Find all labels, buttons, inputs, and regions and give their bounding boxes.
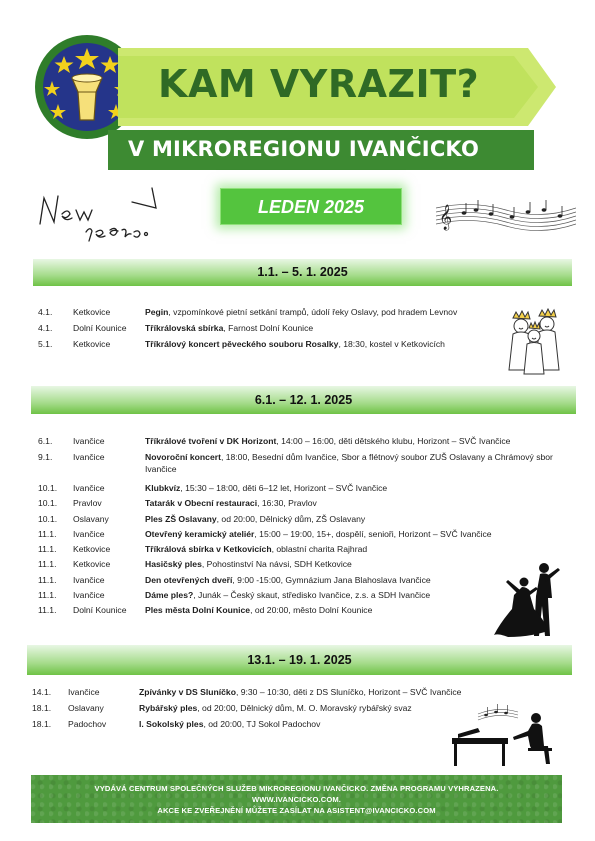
section-1-range: 1.1. – 5. 1. 2025 (257, 265, 348, 279)
event-date: 11.1. (38, 575, 57, 585)
event-date: 18.1. (32, 703, 52, 713)
event-title: Novoroční koncert (145, 452, 221, 462)
section-3-range: 13.1. – 19. 1. 2025 (247, 653, 352, 667)
section-1-header (33, 259, 572, 286)
month-badge (220, 188, 402, 225)
event-details: , 9:30 – 10:30, děti z DS Sluníčko, Horizont – SVČ Ivančice (235, 687, 462, 697)
footer (31, 775, 562, 823)
footer-contact[interactable]: AKCE KE ZVEŘEJNĚNÍ MŮŽETE ZASÍLAT NA ASISTENT@IVANCICKO.COM (157, 806, 436, 815)
event-details: , Pohostinství Na návsi, SDH Ketkovice (201, 559, 352, 569)
event-title: I. Sokolský ples (139, 719, 204, 729)
event-date: 14.1. (32, 687, 52, 697)
event-date: 10.1. (38, 498, 58, 508)
event-title: Ples ZŠ Oslavany (145, 514, 217, 524)
event-place: Ivančice (68, 687, 100, 697)
event-details: , oblastní charita Rajhrad (271, 544, 368, 554)
event-date: 4.1. (38, 323, 53, 333)
svg-text:𝄞: 𝄞 (439, 205, 453, 230)
event-title: Tatarák v Obecní restauraci (145, 498, 258, 508)
event-title: Pegin (145, 307, 169, 317)
event-title: Den otevřených dveří (145, 575, 233, 585)
event-date: 10.1. (38, 514, 58, 524)
event-place: Ivančice (73, 483, 105, 493)
dancing-couple-icon (488, 560, 570, 638)
event-title: Dáme ples? (145, 590, 194, 600)
event-title: Rybářský ples (139, 703, 198, 713)
event-title: Tříkrálová sbírka v Ketkovicích (145, 544, 272, 554)
event-title: Ples města Dolní Kounice (145, 605, 251, 615)
event-date: 11.1. (38, 590, 57, 600)
event-details: , od 20:00, Dělnický dům, M. O. Moravský rybářský svaz (197, 703, 412, 713)
page-title: KAM VYRAZIT? (158, 62, 480, 106)
event-place: Ivančice (73, 452, 105, 462)
event-date: 11.1. (38, 605, 57, 615)
event-place: Ivančice (73, 436, 105, 446)
event-details: , Farnost Dolní Kounice (223, 323, 314, 333)
event-title: Tříkrálovská sbírka (145, 323, 224, 333)
event-title: Zpívánky v DS Sluníčko (139, 687, 236, 697)
event-details: , 9:00 -15:00, Gymnázium Jana Blahoslava Ivančice (232, 575, 431, 585)
event-place: Pravlov (73, 498, 102, 508)
event-details: , 18:00, Besední dům Ivančice, Sbor a flétnový soubor ZUŠ Oslavany a Chrámový sbor Ivančice (145, 452, 553, 474)
month-label: LEDEN 2025 (257, 197, 365, 217)
event-place: Ketkovice (73, 307, 111, 317)
event-place: Dolní Kounice (73, 323, 127, 333)
event-date: 11.1. (38, 529, 57, 539)
event-place: Ivančice (73, 590, 105, 600)
pianist-icon (448, 700, 560, 768)
event-place: Ketkovice (73, 339, 111, 349)
event-date: 4.1. (38, 307, 53, 317)
event-place: Dolní Kounice (73, 605, 127, 615)
event-details: , 18:30, kostel v Ketkovicích (338, 339, 445, 349)
event-date: 6.1. (38, 436, 53, 446)
footer-website[interactable]: WWW.IVANCICKO.COM. (252, 795, 341, 804)
event-place: Ketkovice (73, 559, 111, 569)
event-date: 9.1. (38, 452, 53, 462)
page-subtitle: V MIKROREGIONU IVANČICKO (128, 137, 480, 161)
event-title: Tříkrálové tvoření v DK Horizont (145, 436, 277, 446)
event-date: 10.1. (38, 483, 58, 493)
event-details: , od 20:00, TJ Sokol Padochov (203, 719, 321, 729)
event-title: Hasičský ples (145, 559, 202, 569)
event-place: Oslavany (68, 703, 104, 713)
event-date: 11.1. (38, 559, 57, 569)
event-place: Oslavany (73, 514, 109, 524)
event-title: Klubkvíz (145, 483, 181, 493)
footer-publisher: VYDÁVÁ CENTRUM SPOLEČNÝCH SLUŽEB MIKROREGIONU IVANČICKO. ZMĚNA PROGRAMU VYHRAZENA. (94, 784, 499, 793)
three-kings-icon (505, 306, 569, 378)
event-title: Tříkrálový koncert pěveckého souboru Rosalky (145, 339, 339, 349)
event-details: , 15:30 – 18:00, děti 6–12 let, Horizont – SVČ Ivančice (180, 483, 388, 493)
new-year-handwriting (34, 180, 174, 246)
section-2-range: 6.1. – 12. 1. 2025 (254, 393, 353, 407)
event-details: , vzpomínkové pietní setkání trampů, údolí řeky Oslavy, pod hradem Levnov (168, 307, 458, 317)
event-date: 18.1. (32, 719, 52, 729)
event-date: 5.1. (38, 339, 53, 349)
event-title: Otevřený keramický ateliér (145, 529, 255, 539)
event-details: , od 20:00, Dělnický dům, ZŠ Oslavany (216, 514, 366, 524)
event-details: , 16:30, Pravlov (257, 498, 317, 508)
section-2-header (31, 386, 576, 414)
section-3-header (27, 645, 572, 675)
event-details: , 14:00 – 16:00, děti dětského klubu, Horizont – SVČ Ivančice (276, 436, 511, 446)
event-details: , od 20:00, město Dolní Kounice (250, 605, 373, 615)
event-place: Padochov (68, 719, 107, 729)
music-notes-icon (436, 198, 576, 234)
event-place: Ketkovice (73, 544, 111, 554)
event-details: , 15:00 – 19:00, 15+, dospělí, senioři, Horizont – SVČ Ivančice (254, 529, 492, 539)
event-place: Ivančice (73, 575, 105, 585)
event-details: , Junák – Český skaut, středisko Ivančice, z.s. a SDH Ivančice (193, 590, 431, 600)
event-date: 11.1. (38, 544, 57, 554)
event-place: Ivančice (73, 529, 105, 539)
